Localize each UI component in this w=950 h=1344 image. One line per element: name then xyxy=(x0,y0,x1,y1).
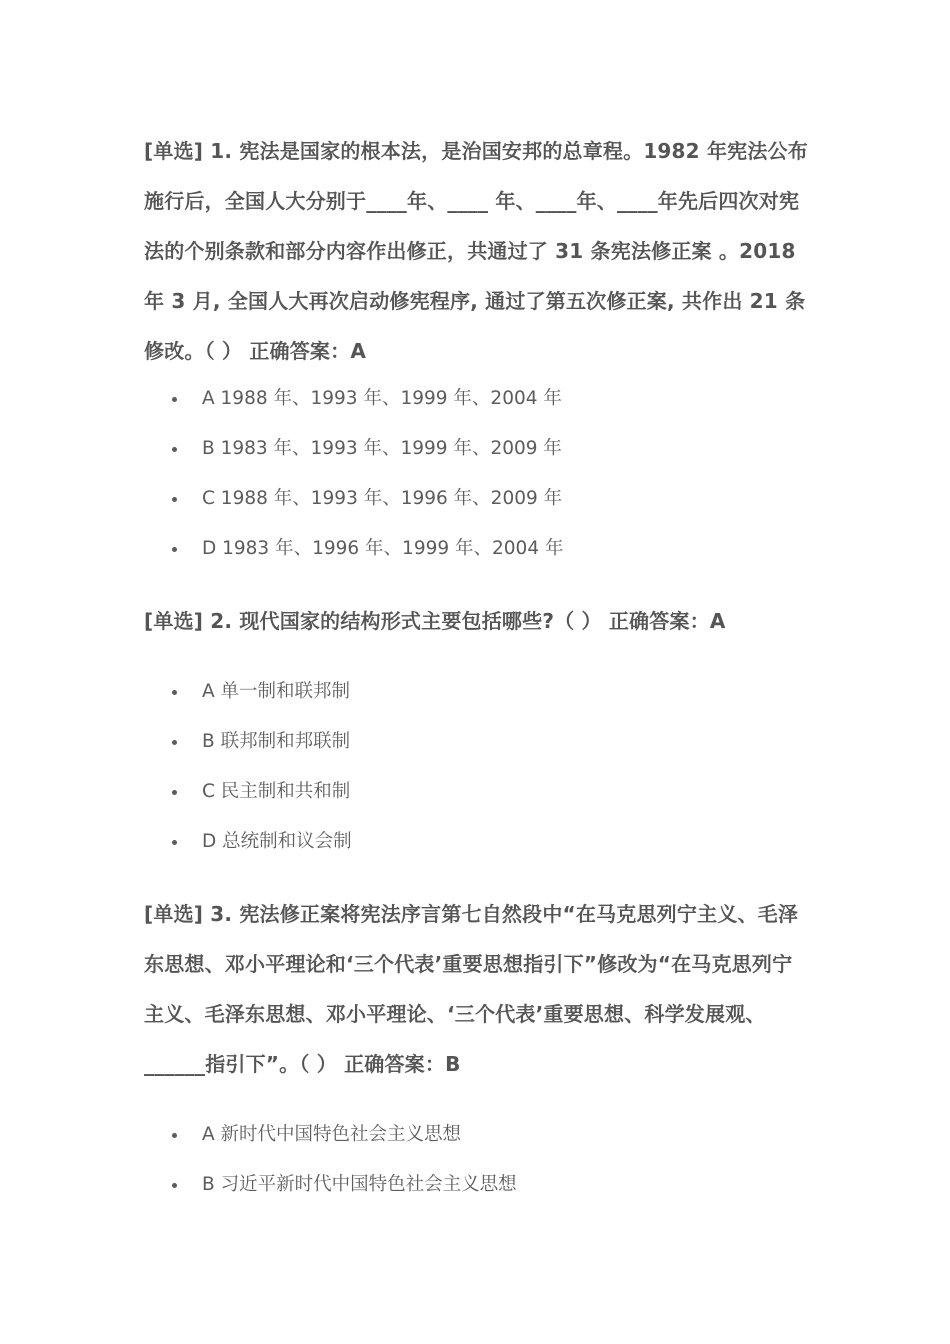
option-a xyxy=(144,374,563,424)
option-text: D 1983 年、1996 年、1999 年、2004 年 xyxy=(202,538,564,559)
option-b xyxy=(144,1160,517,1210)
option-a xyxy=(144,1110,517,1160)
option-text: D 总统制和议会制 xyxy=(202,831,352,852)
question-1-options xyxy=(144,374,563,574)
question-3-options xyxy=(144,1110,517,1210)
question-2: [单选] 2. 现代国家的结构形式主要包括哪些?（ ） 正确答案：A xyxy=(144,609,726,633)
option-c xyxy=(144,474,563,524)
option-text: A 新时代中国特色社会主义思想 xyxy=(202,1124,462,1145)
option-b xyxy=(144,717,352,767)
bullet-icon xyxy=(172,840,177,845)
option-text: B 联邦制和邦联制 xyxy=(202,731,351,752)
option-text: B 1983 年、1993 年、1999 年、2009 年 xyxy=(202,438,562,459)
bullet-icon xyxy=(172,690,177,695)
option-text: A 单一制和联邦制 xyxy=(202,681,351,702)
bullet-icon xyxy=(172,547,177,552)
question-2-options xyxy=(144,667,352,867)
option-text: C 1988 年、1993 年、1996 年、2009 年 xyxy=(202,488,563,509)
option-d xyxy=(144,524,563,574)
bullet-icon xyxy=(172,1133,177,1138)
bullet-icon xyxy=(172,397,177,402)
bullet-icon xyxy=(172,447,177,452)
option-text: A 1988 年、1993 年、1999 年、2004 年 xyxy=(202,388,562,409)
bullet-icon xyxy=(172,497,177,502)
option-c xyxy=(144,767,352,817)
bullet-icon xyxy=(172,1183,177,1188)
question-3: [单选] 3. 宪法修正案将宪法序言第七自然段中“在马克思列宁主义、毛泽东思想、邓小平理论和‘三个代表’重要思想指引下”修改为“在马克思列宁主义、毛泽东思想、邓小平理论、‘三个代表’重要思想、科学发展观、______指引下”。（ ） 正确答案：B xyxy=(144,902,799,1076)
question-1: [单选] 1. 宪法是国家的根本法，是治国安邦的总章程。1982 年宪法公布施行后，全国人大分别于____年、____ 年、____年、____年先后四次对宪法的个别条款和部分内容作出修正，共通过了 31 条宪法修正案 。2018 年 3 月, 全国人大再次启动修宪程序, 通过了第五次修正案, 共作出 21 条修改。（ ） 正确答案：A xyxy=(144,139,808,363)
option-text: C 民主制和共和制 xyxy=(202,781,351,802)
bullet-icon xyxy=(172,740,177,745)
option-b xyxy=(144,424,563,474)
bullet-icon xyxy=(172,790,177,795)
option-a xyxy=(144,667,352,717)
option-text: B 习近平新时代中国特色社会主义思想 xyxy=(202,1174,517,1195)
option-d xyxy=(144,817,352,867)
